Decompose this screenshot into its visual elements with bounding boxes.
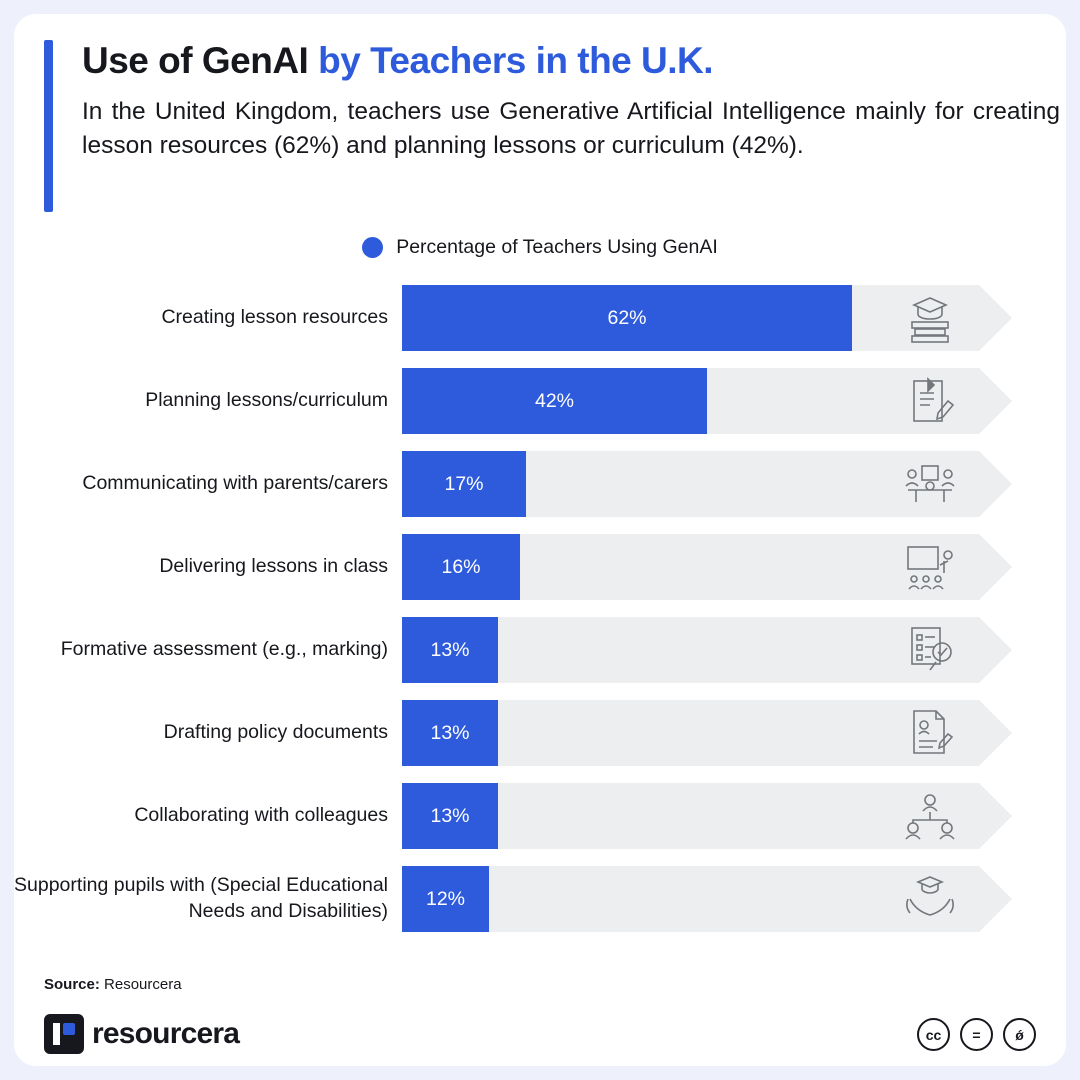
policy-document-icon xyxy=(898,705,962,761)
bar-value-label: 13% xyxy=(430,721,470,744)
page-title xyxy=(82,40,1036,83)
title-plain: Use of GenAI xyxy=(82,40,319,81)
category-label: Delivering lessons in class xyxy=(159,554,388,577)
bar-value-label: 17% xyxy=(444,472,484,495)
checklist-assessment-icon xyxy=(898,622,962,678)
bar-track-wrapper xyxy=(402,774,1066,857)
bar xyxy=(402,783,498,849)
category-label: Creating lesson resources xyxy=(161,305,388,328)
bar-track-wrapper xyxy=(402,442,1066,525)
bar-value-label: 62% xyxy=(607,306,647,329)
bar-track-wrapper xyxy=(402,359,1066,442)
title-accent: by Teachers in the U.K. xyxy=(318,40,714,81)
equals-icon: = xyxy=(960,1018,993,1051)
bar-value-label: 13% xyxy=(430,804,470,827)
bar-value-label: 12% xyxy=(425,887,466,910)
bar-value-label: 16% xyxy=(441,555,481,578)
graduation-books-icon xyxy=(898,290,962,346)
bar xyxy=(402,534,520,600)
parents-meeting-icon xyxy=(898,456,962,512)
category-label: Planning lessons/curriculum xyxy=(145,388,388,411)
legend-label: Percentage of Teachers Using GenAI xyxy=(396,236,718,258)
bar-value-label: 13% xyxy=(430,638,470,661)
person-icon: ǿ xyxy=(1003,1018,1036,1051)
bar-track-wrapper xyxy=(402,857,1066,940)
chart-row xyxy=(14,774,1066,857)
source-note xyxy=(44,976,182,993)
source-value: Resourcera xyxy=(104,976,182,993)
collaboration-network-icon xyxy=(898,788,962,844)
bar xyxy=(402,368,707,434)
brand-logo xyxy=(44,1014,239,1054)
bar-chart xyxy=(14,276,1066,940)
chart-row xyxy=(14,608,1066,691)
chart-row xyxy=(14,276,1066,359)
subtitle: In the United Kingdom, teachers use Generative Artificial Intelligence mainly for creating lesson resources (62%) and planning lessons or curriculum (42%). xyxy=(82,97,1060,160)
category-label: Communicating with parents/carers xyxy=(82,471,388,494)
accent-bar xyxy=(44,40,53,212)
header xyxy=(44,32,1060,164)
legend-color-dot-icon xyxy=(362,237,383,258)
chart-row xyxy=(14,359,1066,442)
bar-track-wrapper xyxy=(402,525,1066,608)
chart-row xyxy=(14,525,1066,608)
logo-mark-icon xyxy=(44,1014,84,1054)
bar-track-wrapper xyxy=(402,608,1066,691)
cc-icon: cc xyxy=(917,1018,950,1051)
creative-commons-badges xyxy=(917,1018,1036,1051)
bar-value-label: 42% xyxy=(534,389,575,412)
bar xyxy=(402,285,852,351)
bar xyxy=(402,700,498,766)
category-label: Drafting policy documents xyxy=(163,720,388,743)
category-label: Collaborating with colleagues xyxy=(134,803,388,826)
chart-legend xyxy=(14,236,1066,259)
bar xyxy=(402,866,489,932)
category-label: Supporting pupils with (Special Educational Needs and Disabilities) xyxy=(14,873,388,922)
bar-track-wrapper xyxy=(402,691,1066,774)
logo-text: resourcera xyxy=(92,1017,240,1050)
bar xyxy=(402,451,526,517)
chart-row xyxy=(14,691,1066,774)
infographic-card xyxy=(14,14,1066,1066)
category-label: Formative assessment (e.g., marking) xyxy=(60,637,388,660)
chart-row xyxy=(14,442,1066,525)
classroom-teaching-icon xyxy=(898,539,962,595)
source-label: Source: xyxy=(44,976,100,993)
chart-row xyxy=(14,857,1066,940)
supporting-hands-icon xyxy=(898,871,962,927)
bar-track-wrapper xyxy=(402,276,1066,359)
bar xyxy=(402,617,498,683)
lesson-plan-pencil-icon xyxy=(898,373,962,429)
